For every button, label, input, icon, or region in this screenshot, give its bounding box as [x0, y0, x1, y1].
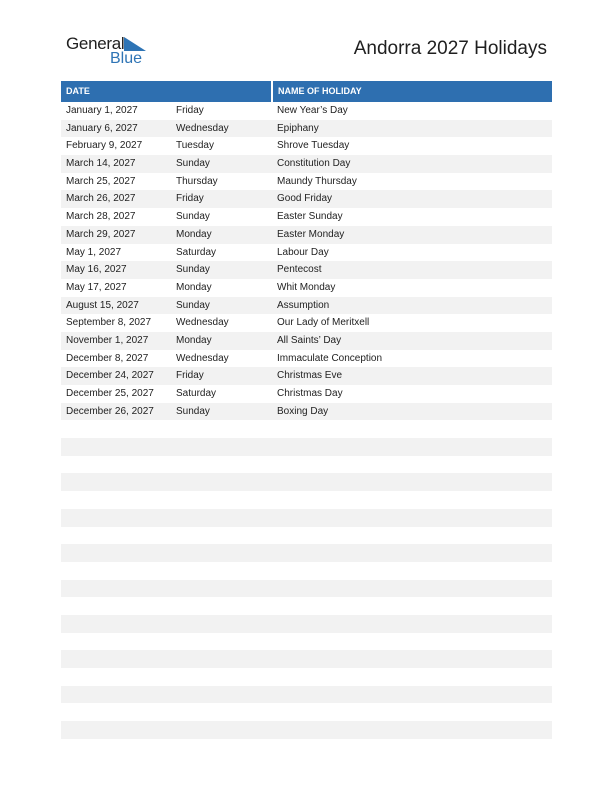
table-row [61, 615, 552, 633]
row-date: December 24, 2027 [66, 370, 154, 382]
row-date: February 9, 2027 [66, 140, 143, 152]
holiday-table [61, 81, 552, 739]
row-holiday-name: Epiphany [277, 122, 319, 134]
logo-flag-icon [124, 37, 150, 51]
table-row [61, 314, 552, 332]
table-row [61, 367, 552, 385]
row-date: May 1, 2027 [66, 246, 122, 258]
row-holiday-name: Boxing Day [277, 405, 329, 417]
table-row [61, 633, 552, 651]
table-row [61, 509, 552, 527]
table-row [61, 279, 552, 297]
table-row [61, 438, 552, 456]
row-holiday-name: Assumption [277, 299, 330, 311]
table-row [61, 332, 552, 350]
row-weekday: Wednesday [176, 352, 229, 364]
table-row [61, 190, 552, 208]
row-holiday-name: Labour Day [277, 246, 329, 258]
row-holiday-name: New Year’s Day [277, 105, 348, 116]
table-body [61, 102, 552, 739]
table-row [61, 668, 552, 686]
table-row [61, 208, 552, 226]
row-weekday: Sunday [176, 299, 210, 311]
logo [66, 34, 156, 68]
table-row [61, 703, 552, 721]
logo-text-general: General [66, 34, 125, 53]
row-weekday: Monday [176, 281, 212, 293]
table-row [61, 597, 552, 615]
row-date: December 25, 2027 [66, 388, 154, 399]
row-date: December 26, 2027 [66, 405, 154, 417]
table-row [61, 580, 552, 598]
row-weekday: Monday [176, 228, 212, 240]
table-row [61, 491, 552, 509]
row-date: August 15, 2027 [66, 299, 139, 311]
table-row [61, 686, 552, 704]
row-date: March 14, 2027 [66, 158, 136, 170]
row-weekday: Tuesday [176, 140, 214, 152]
table-row [61, 385, 552, 403]
table-row [61, 527, 552, 545]
table-row [61, 173, 552, 191]
table-row [61, 137, 552, 155]
row-weekday: Wednesday [176, 122, 229, 134]
row-date: January 6, 2027 [66, 122, 138, 134]
row-date: March 26, 2027 [66, 193, 136, 205]
row-date: January 1, 2027 [66, 105, 138, 116]
row-holiday-name: Christmas Day [277, 388, 343, 399]
row-weekday: Monday [176, 334, 212, 346]
row-holiday-name: Whit Monday [277, 281, 336, 293]
row-weekday: Sunday [176, 158, 210, 170]
logo-text-blue: Blue [110, 50, 143, 67]
row-holiday-name: Immaculate Conception [277, 352, 383, 364]
row-holiday-name: Our Lady of Meritxell [277, 317, 370, 329]
row-holiday-name: Christmas Eve [277, 370, 343, 382]
row-weekday: Sunday [176, 264, 210, 276]
table-row [61, 120, 552, 138]
table-row [61, 544, 552, 562]
row-holiday-name: Easter Sunday [277, 211, 343, 223]
row-weekday: Sunday [176, 211, 210, 223]
table-row [61, 420, 552, 438]
row-holiday-name: Easter Monday [277, 228, 345, 240]
table-row [61, 403, 552, 421]
row-weekday: Saturday [176, 246, 217, 258]
row-holiday-name: All Saints’ Day [277, 334, 342, 346]
table-row [61, 473, 552, 491]
table-row [61, 102, 552, 120]
table-row [61, 226, 552, 244]
row-weekday: Friday [176, 193, 204, 205]
row-holiday-name: Pentecost [277, 264, 322, 276]
table-row [61, 244, 552, 262]
table-header [61, 81, 552, 102]
row-holiday-name: Constitution Day [277, 158, 351, 170]
row-weekday: Sunday [176, 405, 210, 417]
row-holiday-name: Shrove Tuesday [277, 140, 350, 152]
row-weekday: Friday [176, 105, 204, 116]
row-weekday: Wednesday [176, 317, 229, 329]
row-date: March 25, 2027 [66, 175, 136, 187]
row-weekday: Saturday [176, 388, 217, 399]
row-date: September 8, 2027 [66, 317, 152, 329]
row-date: December 8, 2027 [66, 352, 149, 364]
row-holiday-name: Good Friday [277, 193, 333, 205]
header-holiday-name: NAME OF HOLIDAY [271, 81, 554, 102]
table-row [61, 261, 552, 279]
table-row [61, 562, 552, 580]
row-holiday-name: Maundy Thursday [277, 175, 357, 187]
row-date: November 1, 2027 [66, 334, 149, 346]
row-weekday: Thursday [176, 175, 218, 187]
table-row [61, 155, 552, 173]
table-row [61, 650, 552, 668]
row-weekday: Friday [176, 370, 204, 382]
header-date: DATE [66, 86, 90, 96]
table-row [61, 297, 552, 315]
row-date: May 17, 2027 [66, 281, 127, 293]
row-date: May 16, 2027 [66, 264, 127, 276]
row-date: March 28, 2027 [66, 211, 136, 223]
table-row [61, 456, 552, 474]
page-title: Andorra 2027 Holidays [353, 38, 547, 59]
row-date: March 29, 2027 [66, 228, 136, 240]
table-row [61, 350, 552, 368]
table-row [61, 721, 552, 739]
